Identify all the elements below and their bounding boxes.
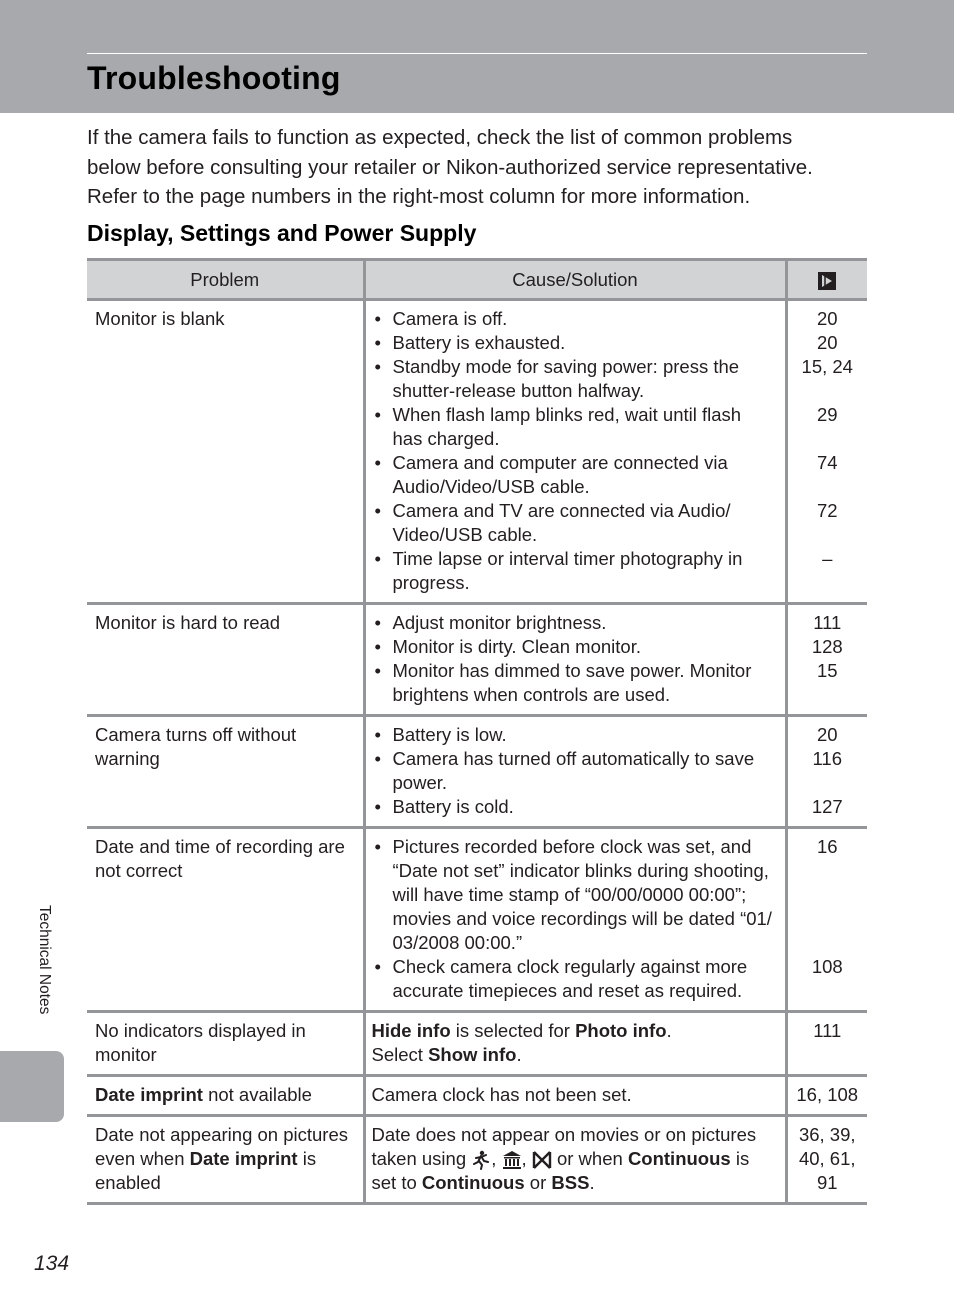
column-header-page <box>786 260 867 300</box>
cause-item: • Battery is cold. <box>372 795 785 819</box>
sports-mode-icon <box>471 1150 491 1170</box>
page-cell: 111 <box>786 1012 867 1076</box>
cause-item: • Pictures recorded before clock was set, and “Date not set” indicator blinks during shooting, will have time stamp of “00/00/0000 00:00”; movies and voice recordings will be dated “01/ 03/2008 00:00.” <box>372 835 785 955</box>
problem-cell: Date not appearing on pictures even when Date imprint is enabled <box>87 1116 364 1204</box>
cause-item: • Battery is low. <box>372 723 785 747</box>
cause-cell: Date does not appear on movies or on pictures taken using , , or when Continuous is set to Continuous or BSS. <box>364 1116 786 1204</box>
problem-cell: Monitor is hard to read <box>87 604 364 716</box>
header-rule <box>87 53 867 54</box>
cause-item: • Camera has turned off automatically to save power. <box>372 747 785 795</box>
cause-item: • Monitor is dirty. Clean monitor. <box>372 635 785 659</box>
page-title: Troubleshooting <box>87 60 341 96</box>
cause-item: • Camera and TV are connected via Audio/ Video/USB cable. <box>372 499 785 547</box>
cause-item: • When flash lamp blinks red, wait until flash has charged. <box>372 403 785 451</box>
intro-line: If the camera fails to function as expected, check the list of common problems <box>87 126 793 149</box>
table-row <box>87 828 867 1012</box>
problem-cell: Monitor is blank <box>87 300 364 604</box>
table-row <box>87 1076 867 1116</box>
cause-cell <box>364 300 786 604</box>
troubleshooting-table <box>87 258 867 1205</box>
section-heading: Display, Settings and Power Supply <box>87 220 477 246</box>
cause-cell <box>364 604 786 716</box>
intro-paragraph <box>87 123 867 212</box>
problem-cell: Date imprint not available <box>87 1076 364 1116</box>
cause-cell <box>364 716 786 828</box>
cause-cell: Hide info is selected for Photo info. Select Show info. <box>364 1012 786 1076</box>
cause-item: • Check camera clock regularly against more accurate timepieces and reset as required. <box>372 955 785 1003</box>
page-cell: 16 108 <box>786 828 867 1012</box>
cause-item: • Battery is exhausted. <box>372 331 785 355</box>
table-row <box>87 1116 867 1204</box>
column-header-problem: Problem <box>87 260 364 300</box>
section-thumb-tab <box>0 1051 64 1122</box>
intro-line: Refer to the page numbers in the right-most column for more information. <box>87 185 751 208</box>
page-cell: 111 128 15 <box>786 604 867 716</box>
cause-item: • Camera is off. <box>372 307 785 331</box>
table-row <box>87 604 867 716</box>
table-row <box>87 300 867 604</box>
cause-item: • Camera and computer are connected via Audio/Video/USB cable. <box>372 451 785 499</box>
column-header-cause: Cause/Solution <box>364 260 786 300</box>
page-reference-icon <box>817 271 837 291</box>
table-row <box>87 716 867 828</box>
cause-cell: Camera clock has not been set. <box>364 1076 786 1116</box>
page-cell: 36, 39, 40, 61, 91 <box>786 1116 867 1204</box>
cause-item: • Monitor has dimmed to save power. Monitor brightens when controls are used. <box>372 659 785 707</box>
fireworks-mode-icon <box>532 1150 552 1170</box>
problem-cell: Camera turns off without warning <box>87 716 364 828</box>
cause-item: • Time lapse or interval timer photography in progress. <box>372 547 785 595</box>
intro-line: below before consulting your retailer or Nikon-authorized service representative. <box>87 155 813 179</box>
cause-cell <box>364 828 786 1012</box>
cause-item: • Standby mode for saving power: press the shutter-release button halfway. <box>372 355 785 403</box>
cause-item: • Adjust monitor brightness. <box>372 611 785 635</box>
page-number: 134 <box>34 1252 70 1275</box>
page-cell: 20 116 127 <box>786 716 867 828</box>
page-cell: 20 20 15, 24 29 74 72 – <box>786 300 867 604</box>
table-header-row <box>87 260 867 300</box>
problem-cell: Date and time of recording are not correct <box>87 828 364 1012</box>
table-row <box>87 1012 867 1076</box>
page-cell: 16, 108 <box>786 1076 867 1116</box>
problem-cell: No indicators displayed in monitor <box>87 1012 364 1076</box>
section-side-label: Technical Notes <box>36 905 53 1015</box>
museum-mode-icon <box>502 1150 522 1170</box>
